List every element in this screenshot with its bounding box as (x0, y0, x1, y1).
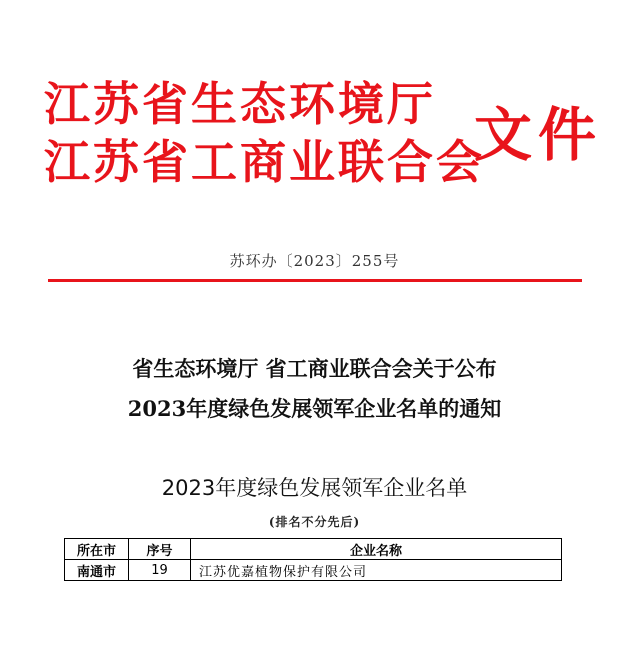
cell-seq: 19 (129, 560, 191, 581)
header-city: 所在市 (65, 539, 129, 560)
notice-title-line-2: 2023年度绿色发展领军企业名单的通知 (127, 396, 502, 421)
issuer-name-1: 江苏省生态环境厅 (44, 77, 436, 131)
issuer-name-2: 江苏省工商业联合会 (44, 135, 485, 189)
list-title: 2023年度绿色发展领军企业名单 (161, 476, 468, 500)
table-header-row (65, 539, 562, 560)
cell-city: 南通市 (65, 560, 129, 581)
document-type: 文件 (474, 101, 603, 169)
notice-title-line-1: 省生态环境厅 省工商业联合会关于公布 (132, 356, 497, 381)
table-row (65, 560, 562, 581)
cell-company: 江苏优嘉植物保护有限公司 (191, 560, 562, 581)
list-note: (排名不分先后) (268, 515, 361, 529)
document-masthead (44, 78, 604, 196)
document-number: 苏环办〔2023〕255号 (229, 252, 400, 270)
header-company: 企业名称 (191, 539, 562, 560)
header-seq: 序号 (129, 539, 191, 560)
red-divider (48, 279, 582, 282)
enterprise-table (64, 538, 562, 581)
